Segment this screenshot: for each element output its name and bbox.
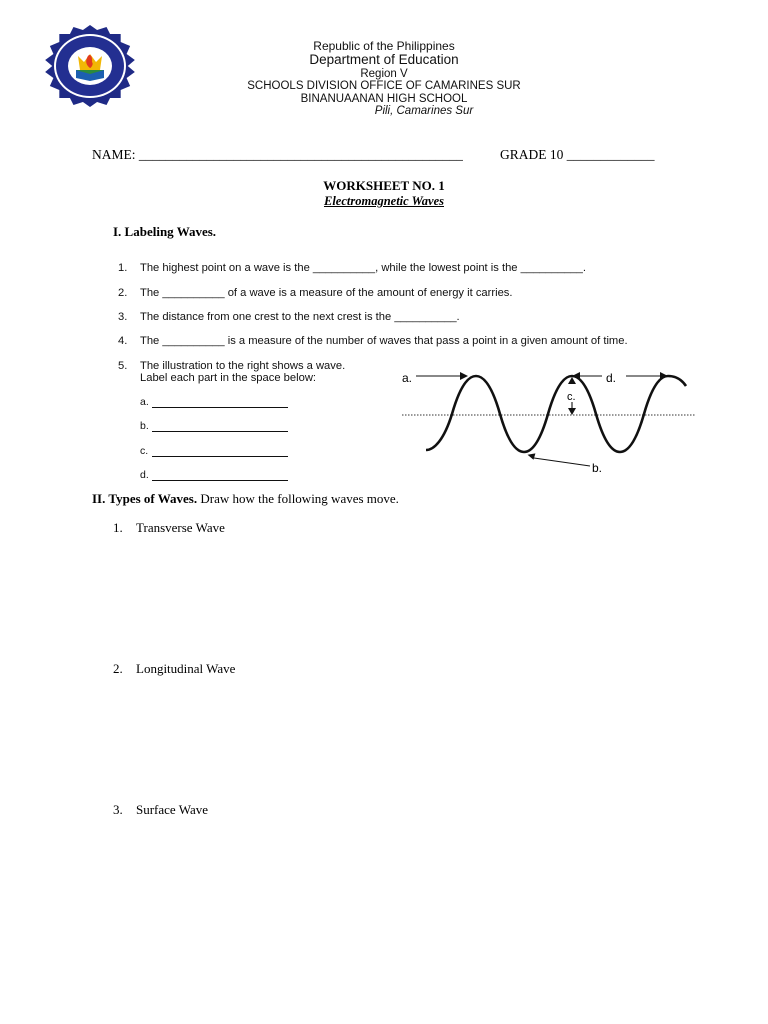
arrowhead-c-down: [568, 408, 576, 415]
location-line: Pili, Camarines Sur: [374, 105, 474, 117]
label-a: a.: [140, 396, 149, 408]
wave-diagram: [396, 362, 702, 480]
question-text: The __________ of a wave is a measure of the amount of energy it carries.: [140, 287, 513, 299]
wave-type-number: 3.: [113, 802, 123, 817]
wave-type-number: 1.: [113, 520, 123, 535]
wave-type-label: Surface Wave: [136, 802, 208, 817]
diagram-label-b: b.: [592, 461, 603, 475]
arrowhead-a: [460, 372, 468, 380]
answer-line-b[interactable]: [152, 431, 288, 432]
question-number: 4.: [118, 335, 128, 347]
name-field-label: NAME: ________________________________________________: [92, 147, 463, 162]
question-number: 2.: [118, 287, 128, 299]
region-line: Region V: [360, 68, 408, 80]
worksheet-title: WORKSHEET NO. 1: [323, 178, 445, 193]
label-b: b.: [140, 420, 149, 432]
question-text: The distance from one crest to the next crest is the __________.: [140, 311, 460, 323]
answer-line-d[interactable]: [152, 480, 288, 481]
question-text: The highest point on a wave is the __________, while the lowest point is the __________.: [140, 262, 586, 274]
section2-heading: [92, 491, 399, 507]
answer-line-a[interactable]: [152, 407, 288, 408]
label-c: c.: [140, 445, 149, 457]
school-name-line: BINANUAANAN HIGH SCHOOL: [300, 93, 468, 105]
wave-curve: [426, 376, 686, 452]
diagram-label-a: a.: [402, 371, 413, 385]
wave-type-label: Longitudinal Wave: [136, 661, 236, 676]
diagram-label-c: c.: [567, 391, 576, 403]
section2-heading-rest: Draw how the following waves move.: [197, 491, 399, 506]
arrowhead-b: [528, 453, 537, 460]
question-text-cont: Label each part in the space below:: [140, 372, 317, 384]
question-text: The __________ is a measure of the number of waves that pass a point in a given amount of time.: [140, 335, 628, 347]
section2-heading-bold: II. Types of Waves.: [92, 491, 198, 506]
answer-line-c[interactable]: [152, 456, 288, 457]
wave-type-label: Transverse Wave: [136, 520, 225, 535]
question-number: 5.: [118, 360, 128, 372]
department-line: Department of Education: [309, 52, 459, 67]
wave-type-number: 2.: [113, 661, 123, 676]
worksheet-subtitle: Electromagnetic Waves: [323, 194, 444, 208]
question-number: 1.: [118, 262, 128, 274]
section1-heading: I. Labeling Waves.: [113, 224, 217, 239]
diagram-label-d: d.: [606, 371, 617, 385]
label-d: d.: [140, 469, 149, 481]
arrowhead-d-right: [660, 372, 668, 380]
question-text: The illustration to the right shows a wave.: [140, 360, 346, 372]
arrowhead-d-left: [572, 372, 580, 380]
division-line: SCHOOLS DIVISION OFFICE OF CAMARINES SUR: [247, 80, 521, 92]
arrowhead-c-up: [568, 377, 576, 384]
arrow-b: [534, 458, 590, 466]
republic-line: Republic of the Philippines: [313, 39, 455, 53]
question-number: 3.: [118, 311, 128, 323]
grade-field-label: GRADE 10 _____________: [500, 147, 655, 162]
